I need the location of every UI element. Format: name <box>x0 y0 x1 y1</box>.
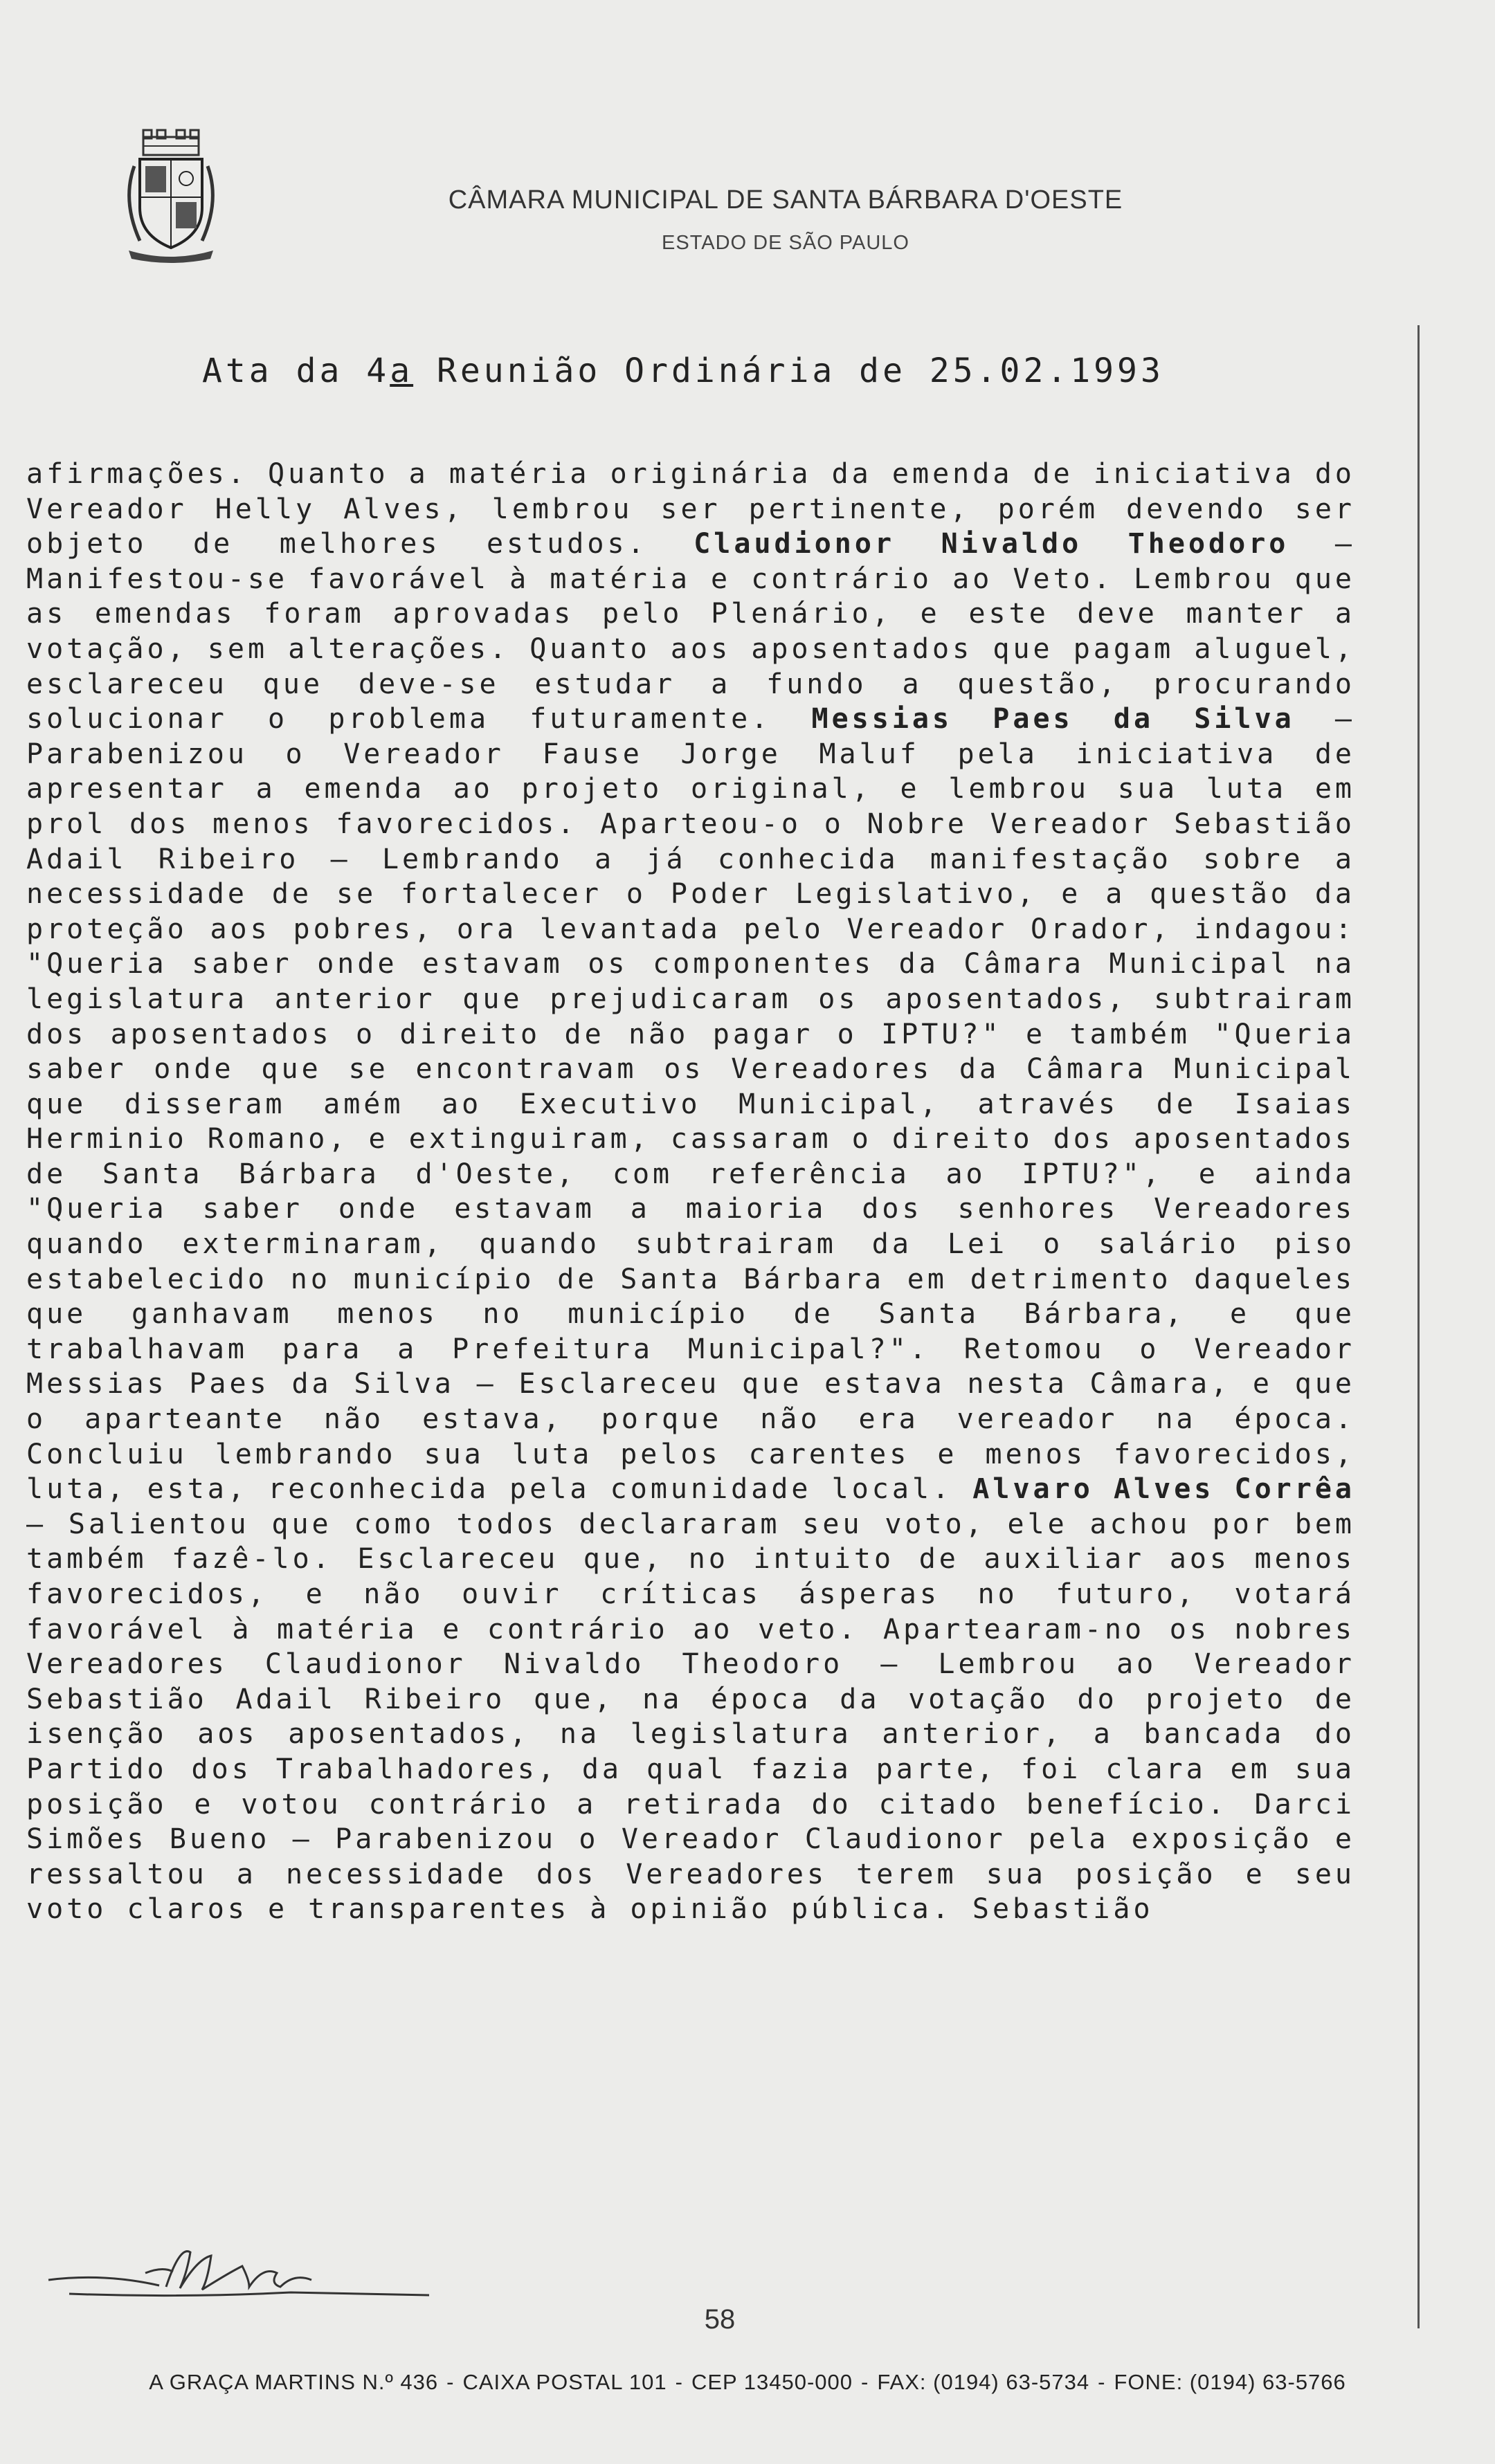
footer-po-box: CAIXA POSTAL 101 <box>462 2370 667 2394</box>
state-name: ESTADO DE SÃO PAULO <box>662 232 909 254</box>
footer-contact <box>0 2370 1495 2395</box>
paragraph-segment: – Parabenizou o Vereador Fause Jorge Maluf pela iniciativa de apresentar a emenda ao projeto original, e lembrou sua luta em prol dos menos favorecidos. Aparteou-o o Nobre Vereador Sebastião Adail Ribeiro – Lembrando a já conhecida manifestação sobre a necessidade de se fortalecer o Poder Legislativo, e a questão da proteção aos pobres, ora levantada pelo Vereador Orador, indagou: "Queria saber onde estavam os componentes da Câmara Municipal na legislatura anterior que prejudicaram os aposentados, subtrairam dos aposentados o direito de não pagar o IPTU?" e também "Queria saber onde que se encontravam os Vereadores da Câmara Municipal que disseram amém ao Executivo Municipal, através de Isaias Herminio Romano, e extinguiram, cassaram o direito dos aposentados de Santa Bárbara d'Oeste, com referência ao IPTU?", e ainda "Queria saber onde estavam a maioria dos senhores Vereadores quando exterminaram, quando subtrairam da Lei o salário piso estabelecido no município de Santa Bárbara em detrimento daqueles que ganhavam menos no município de Santa Bárbara, e que trabalhavam para a Prefeitura Municipal?". Retomou o Vereador Messias Paes da Silva – Esclareceu que estava nesta Câmara, e que o aparteante não estava, porque não era vereador na época. Concluiu lembrando sua luta pelos carentes e menos favorecidos, luta, esta, reconhecida pela comunidade local. <box>26 703 1355 1506</box>
footer-separator: - <box>446 2370 455 2394</box>
footer-address: A GRAÇA MARTINS N.º 436 <box>149 2370 439 2394</box>
speaker-name: Alvaro Alves Corrêa <box>972 1473 1355 1506</box>
heading-ordinal: a <box>390 352 414 390</box>
footer-separator: - <box>861 2370 869 2394</box>
institution-name: CÂMARA MUNICIPAL DE SANTA BÁRBARA D'OESTE <box>448 185 1123 215</box>
paragraph-segment: – Manifestou-se favorável à matéria e contrário ao Veto. Lembrou que as emendas foram aprovadas pelo Plenário, e este deve manter a votação, sem alterações. Quanto aos aposentados que pagam aluguel, esclareceu que deve-se estudar a fundo a questão, procurando solucionar o problema futuramente. <box>26 528 1356 736</box>
footer-cep: CEP 13450-000 <box>691 2370 853 2394</box>
footer-separator: - <box>675 2370 683 2394</box>
footer-fax: FAX: (0194) 63-5734 <box>877 2370 1090 2394</box>
margin-rule <box>1417 325 1420 2328</box>
handwritten-signature <box>42 2232 429 2308</box>
footer-phone: FONE: (0194) 63-5766 <box>1114 2370 1346 2394</box>
paragraph-segment: – Salientou que como todos declararam seu voto, ele achou por bem também fazê-lo. Esclareceu que, no intuito de auxiliar aos menos favorecidos, e não ouvir críticas ásperas no futuro, votará favorável à matéria e contrário ao veto. Apartearam-no os nobres Vereadores Claudionor Nivaldo Theodoro – Lembrou ao Vereador Sebastião Adail Ribeiro que, na época da votação do projeto de isenção aos aposentados, na legislatura anterior, a bancada do Partido dos Trabalhadores, da qual fazia parte, foi clara em sua posição e votou contrário a retirada do citado benefício. Darci Simões Bueno – Parabenizou o Vereador Claudionor pela exposição e ressaltou a necessidade dos Vereadores terem sua posição e seu voto claros e transparentes à opinião pública. Sebastião <box>26 1508 1355 1926</box>
speaker-name: Claudionor Nivaldo Theodoro <box>694 528 1289 560</box>
heading-prefix: Ata da 4 <box>202 352 390 390</box>
page-number: 58 <box>704 2304 736 2335</box>
speaker-name: Messias Paes da Silva <box>811 703 1295 736</box>
municipal-coat-of-arms-icon <box>119 125 223 263</box>
minutes-body <box>26 457 1355 1927</box>
heading-suffix: Reunião Ordinária de 25.02.1993 <box>413 352 1164 390</box>
minutes-heading <box>202 352 1164 390</box>
paragraph-segment: afirmações. Quanto a matéria originária da emenda de iniciativa do Vereador Helly Alves, lembrou ser pertinente, porém devendo ser objeto de melhores estudos. <box>26 458 1355 560</box>
footer-separator: - <box>1098 2370 1106 2394</box>
